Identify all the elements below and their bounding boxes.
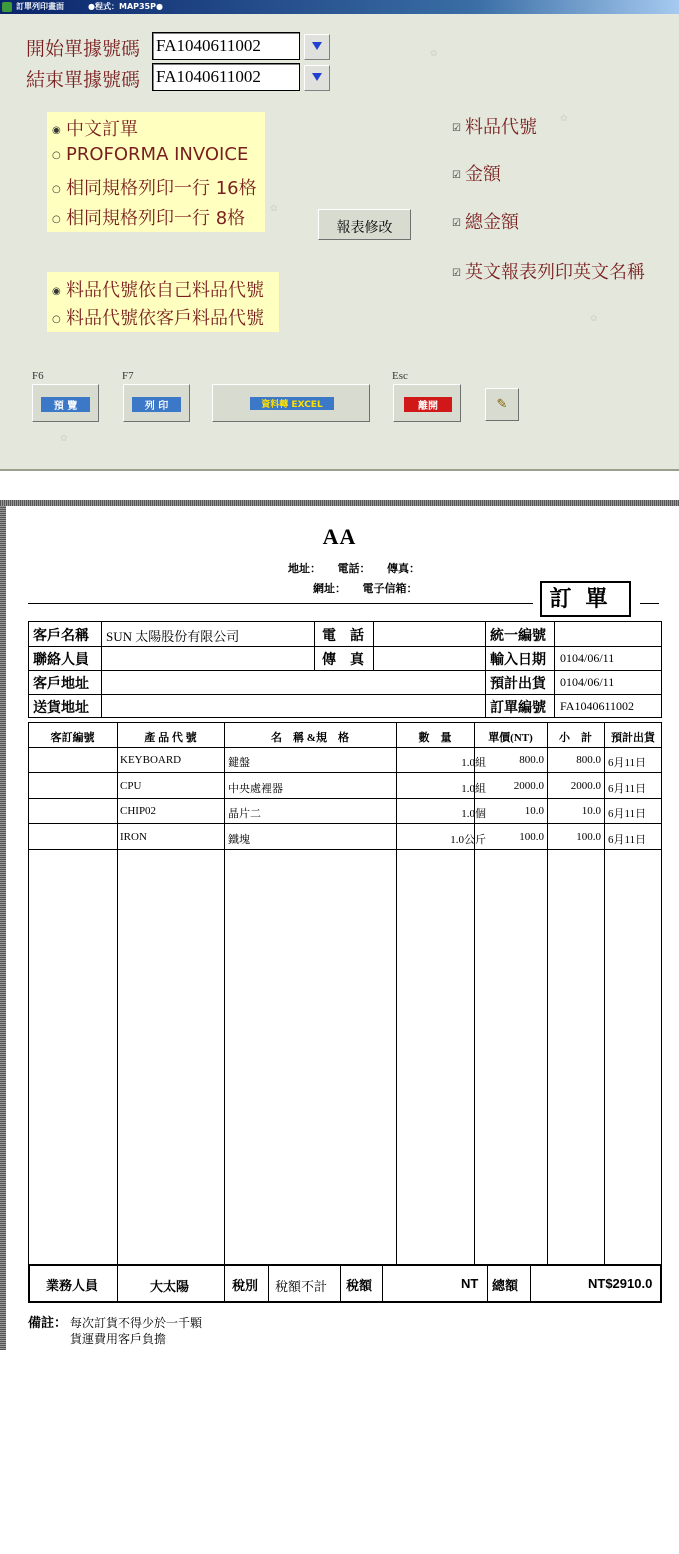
row-2-unit-price: 2000.0 xyxy=(513,780,544,792)
help-icon: ✎ xyxy=(496,397,508,412)
divider xyxy=(0,500,679,506)
divider xyxy=(268,1264,269,1303)
row-2-quantity: 1.0組 xyxy=(461,783,486,795)
watermark: ✿ xyxy=(430,49,438,59)
company-name: AA xyxy=(322,524,357,549)
checkbox-total-amount[interactable]: ☑ 總金額 xyxy=(452,212,519,233)
checkbox-checked-icon: ☑ xyxy=(452,169,461,181)
row-3-name: 晶片二 xyxy=(228,808,261,820)
ship-date-label: 預計出貨 xyxy=(490,677,546,692)
column-header-customer-no: 客訂編號 xyxy=(50,732,95,744)
radio-icon: ○ xyxy=(52,313,61,325)
row-1-subtotal: 800.0 xyxy=(576,754,601,766)
watermark: ✿ xyxy=(270,204,278,214)
divider xyxy=(117,1264,118,1303)
divider xyxy=(224,722,225,1265)
customer-name-value: SUN 太陽股份有限公司 xyxy=(106,629,240,644)
tax-value: NT xyxy=(461,1276,479,1291)
divider xyxy=(547,722,548,1265)
arrow-down-icon xyxy=(312,42,322,50)
document-type: 訂單 xyxy=(540,581,631,617)
order-number-value: FA1040611002 xyxy=(560,699,635,713)
end-dropdown-button[interactable] xyxy=(304,65,330,91)
export-excel-button[interactable]: 資料轉 EXCEL xyxy=(212,384,370,422)
watermark: ✿ xyxy=(60,434,68,444)
row-3-quantity: 1.0個 xyxy=(461,808,486,820)
divider xyxy=(28,823,662,824)
format-option-16[interactable]: ○ 相同規格列印一行 16格 xyxy=(52,178,257,199)
divider xyxy=(604,722,605,1265)
divider xyxy=(373,621,374,670)
divider xyxy=(382,1264,383,1303)
column-header-quantity: 數 量 xyxy=(418,732,452,744)
print-options-panel xyxy=(0,14,679,471)
preview-button[interactable]: 預 覽 xyxy=(32,384,99,422)
program-code: ●程式：MAP35P● xyxy=(88,2,163,11)
divider xyxy=(28,798,662,799)
tax-label: 稅額 xyxy=(346,1278,373,1293)
checkbox-item-code[interactable]: ☑ 料品代號 xyxy=(452,117,537,138)
row-2-product-code: CPU xyxy=(120,780,142,792)
divider xyxy=(0,506,6,1350)
start-number-input[interactable]: FA1040611002 xyxy=(152,32,300,60)
divider xyxy=(28,747,662,748)
row-4-subtotal: 100.0 xyxy=(576,831,601,843)
note-line-1: 每次訂貨不得少於一千顆 xyxy=(70,1316,203,1330)
column-header-unit-price: 單價(NT) xyxy=(488,732,533,744)
row-4-product-code: IRON xyxy=(120,831,147,843)
divider xyxy=(28,670,662,671)
divider xyxy=(487,1264,488,1303)
radio-icon: ○ xyxy=(52,213,61,225)
phone-label: 電 話 xyxy=(322,629,364,644)
tax-id-label: 統一編號 xyxy=(490,629,546,644)
report-edit-button[interactable]: 報表修改 xyxy=(318,209,411,240)
ship-date-value: 0104/06/11 xyxy=(560,675,615,689)
item-table xyxy=(28,722,662,1265)
row-4-unit-price: 100.0 xyxy=(519,831,544,843)
divider xyxy=(530,1264,531,1303)
order-footer-table xyxy=(28,1264,662,1303)
arrow-down-icon xyxy=(312,73,322,81)
divider xyxy=(396,722,397,1265)
radio-selected-icon: ◉ xyxy=(52,124,61,136)
tax-type-label: 稅別 xyxy=(232,1278,259,1293)
radio-selected-icon: ◉ xyxy=(52,285,61,297)
window-title: 訂單列印畫面 xyxy=(16,2,64,11)
divider xyxy=(485,621,486,718)
sales-value: 大太陽 xyxy=(150,1279,190,1294)
row-2-ship-date: 6月11日 xyxy=(608,783,647,795)
total-value: NT$2910.0 xyxy=(588,1276,653,1291)
fax-label: 傳 真 xyxy=(322,653,364,668)
checkbox-checked-icon: ☑ xyxy=(452,217,461,229)
contact-label: 聯絡人員 xyxy=(33,653,89,668)
note-line-2: 貨運費用客戶負擔 xyxy=(70,1332,167,1346)
row-1-unit-price: 800.0 xyxy=(519,754,544,766)
divider xyxy=(224,1264,225,1303)
code-option-own[interactable]: ◉ 料品代號依自己料品代號 xyxy=(52,280,264,301)
app-icon xyxy=(2,2,12,12)
column-header-ship-date: 預計出貨 xyxy=(611,732,655,744)
row-1-ship-date: 6月11日 xyxy=(608,757,647,769)
format-option-chinese[interactable]: ◉ 中文訂單 xyxy=(52,119,138,140)
divider xyxy=(640,603,659,604)
watermark: ✿ xyxy=(560,114,568,124)
divider xyxy=(28,694,662,695)
checkbox-english-name[interactable]: ☑ 英文報表列印英文名稱 xyxy=(452,262,645,283)
checkbox-checked-icon: ☑ xyxy=(452,122,461,134)
order-number-label: 訂單編號 xyxy=(490,701,546,716)
row-2-subtotal: 2000.0 xyxy=(570,780,601,792)
code-option-customer[interactable]: ○ 料品代號依客戶料品代號 xyxy=(52,308,264,329)
help-button[interactable] xyxy=(485,388,519,421)
input-date-label: 輸入日期 xyxy=(490,653,546,668)
company-contact-line-1: 地址： 電話： 傳真： xyxy=(288,563,420,575)
column-header-product-code: 產 品 代 號 xyxy=(144,732,197,744)
checkbox-amount[interactable]: ☑ 金額 xyxy=(452,164,501,185)
row-3-subtotal: 10.0 xyxy=(581,805,601,817)
delivery-label: 送貨地址 xyxy=(33,701,89,716)
input-date-value: 0104/06/11 xyxy=(560,651,615,665)
divider xyxy=(314,621,315,670)
format-option-8[interactable]: ○ 相同規格列印一行 8格 xyxy=(52,208,246,229)
start-number-label: 開始單據號碼 xyxy=(26,38,141,60)
divider xyxy=(474,722,475,1265)
divider xyxy=(28,603,533,604)
print-button[interactable]: 列 印 xyxy=(123,384,190,422)
divider xyxy=(101,621,102,718)
row-4-name: 鐵塊 xyxy=(228,834,250,846)
start-dropdown-button[interactable] xyxy=(304,34,330,60)
row-1-quantity: 1.0組 xyxy=(461,757,486,769)
row-3-product-code: CHIP02 xyxy=(120,805,157,817)
row-3-unit-price: 10.0 xyxy=(524,805,544,817)
divider xyxy=(28,772,662,773)
exit-button[interactable]: 離開 xyxy=(393,384,461,422)
row-1-product-code: KEYBOARD xyxy=(120,754,182,766)
end-number-label: 結束單據號碼 xyxy=(26,69,141,91)
checkbox-checked-icon: ☑ xyxy=(452,267,461,279)
row-1-name: 鍵盤 xyxy=(228,757,250,769)
company-contact-line-2: 網址： 電子信箱： xyxy=(313,583,418,595)
note-label: 備註： xyxy=(28,1315,68,1330)
radio-icon: ○ xyxy=(52,183,61,195)
f7-key-label: F7 xyxy=(122,370,134,382)
divider xyxy=(340,1264,341,1303)
address-label: 客戶地址 xyxy=(33,677,89,692)
title-bar xyxy=(0,0,679,14)
column-header-name-spec: 名 稱 &規 格 xyxy=(271,732,349,744)
esc-key-label: Esc xyxy=(392,370,408,382)
divider xyxy=(117,722,118,1265)
row-3-ship-date: 6月11日 xyxy=(608,808,647,820)
row-2-name: 中央處裡器 xyxy=(228,783,283,795)
total-label: 總額 xyxy=(492,1278,519,1293)
sales-label: 業務人員 xyxy=(46,1278,99,1293)
row-4-ship-date: 6月11日 xyxy=(608,834,647,846)
row-4-quantity: 1.0公斤 xyxy=(450,834,486,846)
customer-name-label: 客戶名稱 xyxy=(33,629,89,644)
format-option-proforma[interactable]: ○ PROFORMA INVOICE xyxy=(52,144,249,165)
divider xyxy=(28,849,662,850)
end-number-input[interactable]: FA1040611002 xyxy=(152,63,300,91)
divider xyxy=(28,646,662,647)
radio-icon: ○ xyxy=(52,149,61,161)
watermark: ✿ xyxy=(590,314,598,324)
column-header-subtotal: 小 計 xyxy=(559,732,592,744)
f6-key-label: F6 xyxy=(32,370,44,382)
tax-type-value: 稅額不計 xyxy=(275,1279,328,1294)
divider xyxy=(554,621,555,718)
